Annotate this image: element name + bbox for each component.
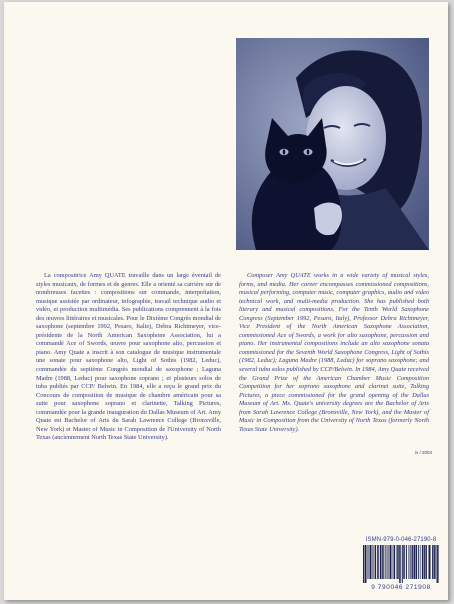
- print-credit: iv / 2004: [414, 450, 432, 455]
- barcode: [361, 545, 441, 591]
- biography-english-text: Composer Amy QUATE works in a wide variety of musical styles, forms, and media. Her career encompasses commissioned compositions, musical performing, computer music, computer graphics, audio and video technical work, and multi-media production. She has published both literary and musical compositions. For the Tenth World Saxophone Congress (September 1992, Pesaro, Italy), Professor Debra Richtmeyer, Vice President of the North American Saxophone Association, commissioned Ace of Swords, a work for alto saxophone, percussion and piano. Her instrumental compositions include an alto saxophone sonata commissioned for the Seventh World Saxophone Congress, Light of Sothis (1982, Leduc); Laguna Madre (1988, Leduc) for soprano saxophone; and several tuba solos published by CCP/Belwin. In 1984, Amy Quate received the Grand Prize of the American Chamber Music Composition Competition for her soprano saxophone and clarinet suite, Talking Pictures, a piece commissioned for the grand opening of the Dallas Museum of Art. Ms. Quate's university degrees are the Bachelor of Arts from Sarah Lawrence College (Bronxville, New York), and the Master of Music in Composition from the University of North Texas (formerly North Texas State University).: [239, 272, 429, 433]
- biography-french-text: La compositrice Amy QUATE travaille dans un large éventail de styles musicaux, de formes et de genres. Elle a orienté sa carrière sur de nombreuses facettes : compositions sur commande, interprétation, musique assistée par ordinateur, infographie, travail technique audio et vidéo, et production multimédia. Ses publications comprennent à la fois des œuvres littéraires et musicales. Pour le Dixième Congrès mondial de saxophone (septembre 1992, Pesaro, Italie), Debra Richtmeyer, vice-présidente de la North American Saxophone Association, lui a commandé Ace of Swords, œuvre pour saxophone alto, percussion et piano. Amy Quate a inscrit à son catalogue de musique instrumentale une sonate pour saxophone alto, Light of Sothis (1982, Leduc), commandée du septième Congrès mondial de saxophone ; Laguna Madre (1988, Leduc) pour saxophone soprano ; et plusieurs solos de tuba publiés par CCP/ Belwin. En 1984, elle a reçu le grand prix du Concours de composition de musique de chambre américain pour sa suite pour saxophone soprano et clarinette, Talking Pictures, commandée pour la grande inauguration du Dallas Museum of Art. Amy Quate est Bachelor of Arts du Sarah Lawrence College (Bronxville, New York) et Master of Music in Composition de l'University of North Texas (anciennement North Texas State University).: [36, 272, 221, 442]
- back-cover-page: [4, 2, 448, 600]
- ismn-number: ISMN-979-0-046-27190-8: [365, 537, 437, 543]
- woman-with-cat-photo-icon: [236, 38, 429, 250]
- barcode-digits: 9 790046 271908: [371, 584, 431, 591]
- barcode-icon: [361, 545, 441, 583]
- biography-french: [36, 272, 221, 443]
- biography-english: [239, 272, 429, 434]
- composer-photo: [236, 38, 429, 250]
